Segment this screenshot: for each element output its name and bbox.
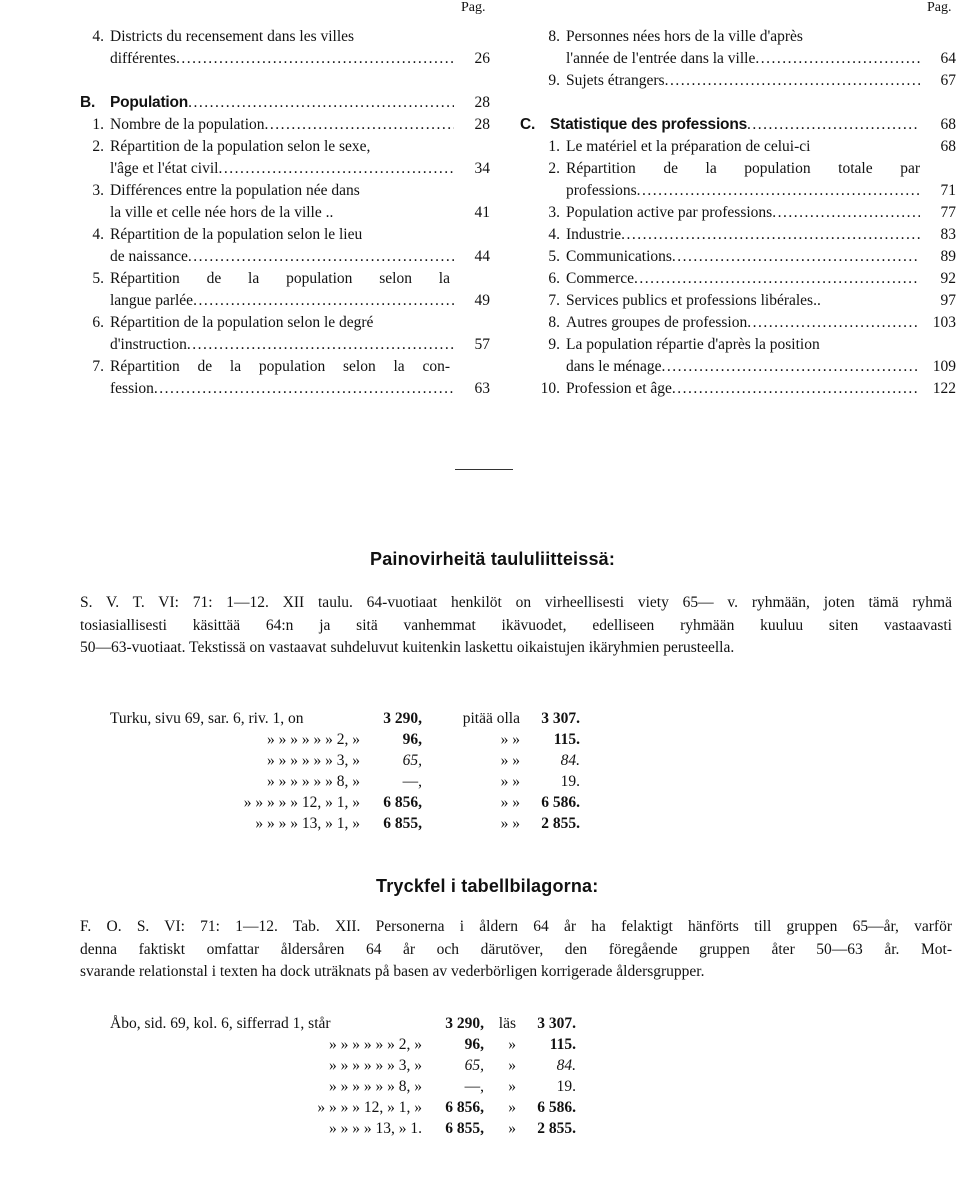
toc-entry-text: Districts du recensement dans les villes xyxy=(110,28,355,45)
toc-entry: 3. Différences entre la population née dans xyxy=(92,182,360,199)
toc-entry: 1. Nombre de la population ..... 28 xyxy=(80,116,490,138)
section-divider xyxy=(455,469,513,470)
table-row: » » » » » » 8, » —, » » 19. xyxy=(267,773,580,790)
toc-entry-cont: langue parlée ..... 49 xyxy=(110,292,490,314)
toc-entry: 7. Services publics et professions libérales.. 97 xyxy=(548,292,956,309)
toc-entry: 5. Répartition de la population selon la xyxy=(92,270,450,287)
toc-entry: 2. Répartition de la population totale par xyxy=(548,160,920,177)
table-row: » » » » 13, » 1, » 6 855, » » 2 855. xyxy=(255,815,580,832)
toc-entry: 9. La population répartie d'après la position xyxy=(548,336,820,353)
table-row: » » » » » » 3, » 65, » 84. xyxy=(329,1057,576,1074)
table-row: » » » » » 12, » 1, » 6 856, » » 6 586. xyxy=(243,794,580,811)
toc-entry: 1. Le matériel et la préparation de celui-ci 68 xyxy=(548,138,956,155)
toc-entry-cont: d'instruction ..... 57 xyxy=(110,336,490,358)
page-column-header-left: Pag. xyxy=(461,0,486,15)
toc-entry-cont: différentes ..... 26 xyxy=(110,50,490,72)
table-row: » » » » » » 3, » 65, » » 84. xyxy=(267,752,580,769)
toc-entry-cont: fession ..... 63 xyxy=(110,380,490,402)
toc-entry: 3. Population active par professions ..... 77 xyxy=(536,204,956,226)
table-row: » » » » » » 8, » —, » 19. xyxy=(329,1078,576,1095)
toc-entry: 4. Répartition de la population selon le lieu xyxy=(92,226,363,243)
table-row: » » » » » » 2, » 96, » » 115. xyxy=(267,731,580,748)
toc-entry-cont: l'année de l'entrée dans la ville ..... 64 xyxy=(566,50,956,72)
toc-entry-cont: la ville et celle née hors de la ville .. 41 xyxy=(110,204,490,221)
toc-entry-cont: l'âge et l'état civil ..... 34 xyxy=(110,160,490,182)
toc-section: C. Statistique des professions ..... 68 xyxy=(520,116,956,138)
swedish-errata-paragraph: F. O. S. VI: 71: 1—12. Tab. XII. Personerna i åldern 64 år ha felaktigt hänförts till gruppen 65—år, varför denna faktiskt omfattar åldersåren 64 år och därutöver, den föregående gruppen åter 50—63 år. Mot- svarande relationstal i texten ha dock uträknats på basen av vederbörligen korrigerade åldersgrupper. xyxy=(80,918,952,980)
toc-entry: 4. Industrie ..... 83 xyxy=(536,226,956,248)
page-column-header-right: Pag. xyxy=(927,0,952,15)
toc-section: B. Population ..... 28 xyxy=(80,94,490,116)
toc-entry-cont: de naissance ..... 44 xyxy=(110,248,490,270)
table-row: Åbo, sid. 69, kol. 6, sifferrad 1, står 3 290, läs 3 307. xyxy=(110,1015,576,1032)
toc-entry: 2. Répartition de la population selon le sexe, xyxy=(92,138,371,155)
toc-entry: 8. Autres groupes de profession ..... 103 xyxy=(536,314,956,336)
finnish-errata-table xyxy=(110,710,580,836)
table-row: » » » » » » 2, » 96, » 115. xyxy=(329,1036,576,1053)
toc-entry-cont: professions ..... 71 xyxy=(566,182,956,204)
toc-entry: 10. Profession et âge ..... 122 xyxy=(536,380,956,402)
toc-entry: 5. Communications ..... 89 xyxy=(536,248,956,270)
table-row: Turku, sivu 69, sar. 6, riv. 1, on 3 290, pitää olla 3 307. xyxy=(110,710,580,727)
toc-entry: 4. Districts du recensement dans les villes xyxy=(92,28,355,45)
finnish-errata-paragraph: S. V. T. VI: 71: 1—12. XII taulu. 64-vuotiaat henkilöt on virheellisesti viety 65— v. ryhmään, joten tämä ryhmä tosiasiallisesti käsittää 64:n ja sitä vanhemmat ikävuodet, edelliseen ryhmään kuuluu siten vastaavasti 50—63-vuotiaat. Tekstissä on vastaavat suhdeluvut kuitenkin laskettu oikaistujen ikäryhmien perusteella. xyxy=(80,594,952,656)
finnish-errata-heading: Painovirheitä taululiitteissä: xyxy=(370,549,616,569)
toc-entry: 9. Sujets étrangers ..... 67 xyxy=(536,72,956,94)
swedish-errata-heading: Tryckfel i tabellbilagorna: xyxy=(376,876,599,896)
table-row: » » » » 12, » 1, » 6 856, » 6 586. xyxy=(317,1099,576,1116)
toc-page: 26 xyxy=(474,50,490,67)
toc-entry: 8. Personnes nées hors de la ville d'après xyxy=(548,28,803,45)
toc-entry: 7. Répartition de la population selon la con- xyxy=(92,358,450,375)
table-row: » » » » 13, » 1. 6 855, » 2 855. xyxy=(329,1120,576,1137)
toc-entry: 6. Commerce ..... 92 xyxy=(536,270,956,292)
swedish-errata-table xyxy=(110,1015,576,1141)
toc-entry-cont: dans le ménage ..... 109 xyxy=(566,358,956,380)
toc-entry: 6. Répartition de la population selon le degré xyxy=(92,314,374,331)
